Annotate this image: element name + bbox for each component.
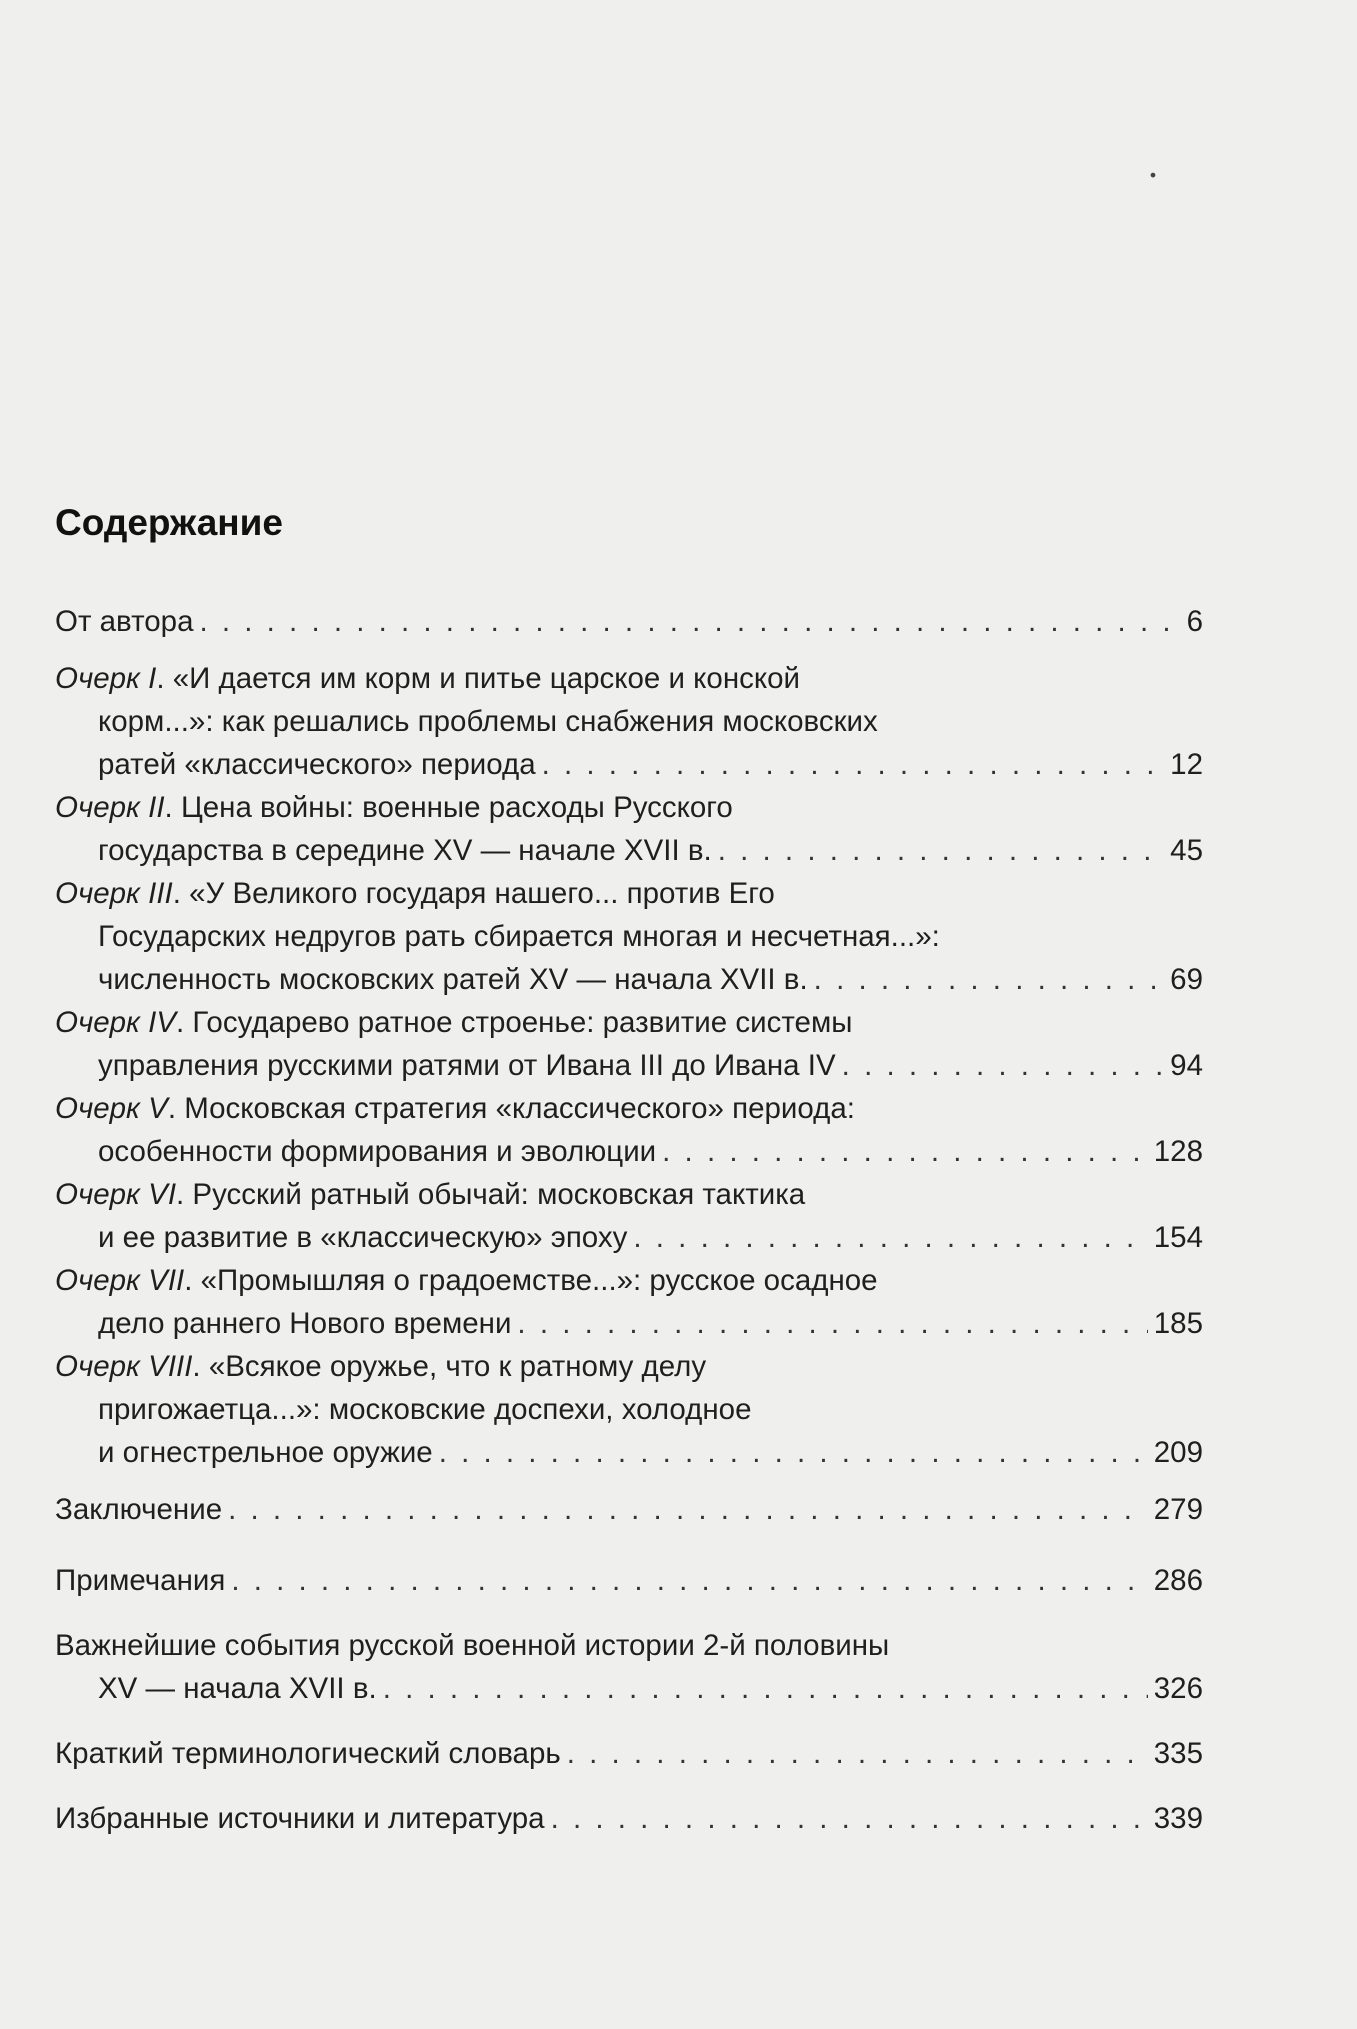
toc-entry-line [55,1302,1203,1345]
page-number: 6 [1186,605,1203,638]
entry-title-text: Государских недругов рать сбирается многая и несчетная...»: [98,920,940,953]
entry-title-text: Краткий терминологический словарь [55,1737,561,1770]
page-number: 94 [1170,1049,1203,1082]
page-number: 45 [1170,834,1203,867]
entry-title-text: . Московская стратегия «классического» периода: [167,1092,855,1125]
toc-entry [55,1001,1203,1087]
essay-label: Очерк IV [55,1006,177,1039]
entry-title-text: особенности формирования и эволюции [98,1135,657,1168]
page-number: 69 [1170,963,1203,996]
entry-title-text: Примечания [55,1564,226,1597]
toc-entry-line [55,743,1203,786]
essay-label: Очерк V [55,1092,168,1125]
page-number: 326 [1153,1672,1203,1705]
entry-title-text: . Государево ратное строенье: развитие системы [176,1006,853,1039]
essay-label: Очерк III [55,877,173,910]
toc-entry [55,786,1203,872]
leader-dots [542,743,1165,786]
essay-label: Очерк VI [55,1178,177,1211]
essay-label: Очерк I [55,662,157,695]
entry-title-text: . Цена войны: военные расходы Русского [164,791,733,824]
toc-entry-line [55,1388,1203,1431]
toc-entry-line [55,1797,1203,1840]
bleed-through-text [60,0,1210,52]
essay-label: Очерк VII [55,1264,185,1297]
page-number: 128 [1153,1135,1203,1168]
leader-dots [517,1302,1147,1345]
entry-title-text: . Русский ратный обычай: московская тактика [176,1178,806,1211]
toc-entry-line [55,958,1203,1001]
toc-entry [55,1087,1203,1173]
page-number: 339 [1153,1802,1203,1835]
leader-dots [662,1130,1148,1173]
page-number: 154 [1153,1221,1203,1254]
toc-entry [55,1624,1203,1710]
leader-dots [551,1797,1148,1840]
entry-title-text: дело раннего Нового времени [98,1307,512,1340]
page-number: 185 [1153,1307,1203,1340]
toc-entry-line [55,1559,1203,1602]
page-number: 209 [1153,1436,1203,1469]
leader-dots [633,1216,1147,1259]
toc-entry [55,1732,1203,1775]
page-number: 12 [1170,748,1203,781]
leader-dots [383,1667,1148,1710]
toc-entry-line [55,915,1203,958]
entry-title-text: государства в середине XV — начале XVII в. [98,834,712,867]
toc-entry [55,657,1203,786]
entry-title-text: и огнестрельное оружие [98,1436,433,1469]
toc-entry-line [55,829,1203,872]
leader-dots [842,1044,1165,1087]
toc-entry-line [55,600,1203,643]
toc-entry-line [55,700,1203,743]
leader-dots [814,958,1165,1001]
toc-entry [55,872,1203,1001]
toc-entry [55,1173,1203,1259]
toc-entry-line [55,657,1203,700]
toc-entry-line [55,1087,1203,1130]
entry-title-text: пригожаетца...»: московские доспехи, холодное [98,1393,752,1426]
leader-dots [567,1732,1148,1775]
toc-heading: Содержание [55,502,283,543]
entry-title-text: XV — начала XVII в. [98,1672,377,1705]
entry-title-text: Избранные источники и литература [55,1802,545,1835]
stray-mark: . [1148,141,1158,186]
toc-entry-line [55,1732,1203,1775]
entry-title-text: От автора [55,605,194,638]
leader-dots [718,829,1164,872]
entry-title-text: численность московских ратей XV — начала XVII в. [98,963,808,996]
toc-entry-line [55,1624,1203,1667]
entry-title-text: . «Всякое оружье, что к ратному делу [192,1350,707,1383]
page-number: 286 [1153,1564,1203,1597]
toc-entry-line [55,1001,1203,1044]
leader-dots [228,1488,1148,1531]
leader-dots [439,1431,1148,1474]
entry-title-text: . «Промышляя о градоемстве...»: русское осадное [184,1264,878,1297]
toc-entry [55,1345,1203,1474]
toc-entry-line [55,786,1203,829]
leader-dots [231,1559,1147,1602]
toc-entry-line [55,1259,1203,1302]
table-of-contents [55,600,1203,1840]
entry-title-text: и ее развитие в «классическую» эпоху [98,1221,628,1254]
toc-entry [55,1259,1203,1345]
entry-title-text: . «И дается им корм и питье царское и конской [156,662,800,695]
toc-entry-line [55,1345,1203,1388]
toc-entry-line [55,1216,1203,1259]
page-number: 279 [1153,1493,1203,1526]
entry-title-text: корм...»: как решались проблемы снабжения московских [98,705,878,738]
essay-label: Очерк VIII [55,1350,193,1383]
essay-label: Очерк II [55,791,165,824]
toc-entry-line [55,1130,1203,1173]
entry-title-text: Заключение [55,1493,223,1526]
toc-entry-line [55,872,1203,915]
leader-dots [199,600,1180,643]
page-number: 335 [1153,1737,1203,1770]
toc-entry-line [55,1173,1203,1216]
entry-title-text: управления русскими ратями от Ивана III до Ивана IV [98,1049,836,1082]
entry-title-text: Важнейшие события русской военной истории 2-й половины [55,1629,890,1662]
toc-entry [55,1797,1203,1840]
entry-title-text: . «У Великого государя нашего... против Его [172,877,775,910]
toc-entry-line [55,1044,1203,1087]
toc-entry-line [55,1431,1203,1474]
toc-entry [55,1559,1203,1602]
toc-entry-line [55,1667,1203,1710]
entry-title-text: ратей «классического» периода [98,748,536,781]
toc-entry [55,600,1203,643]
toc-entry-line [55,1488,1203,1531]
toc-entry [55,1488,1203,1531]
